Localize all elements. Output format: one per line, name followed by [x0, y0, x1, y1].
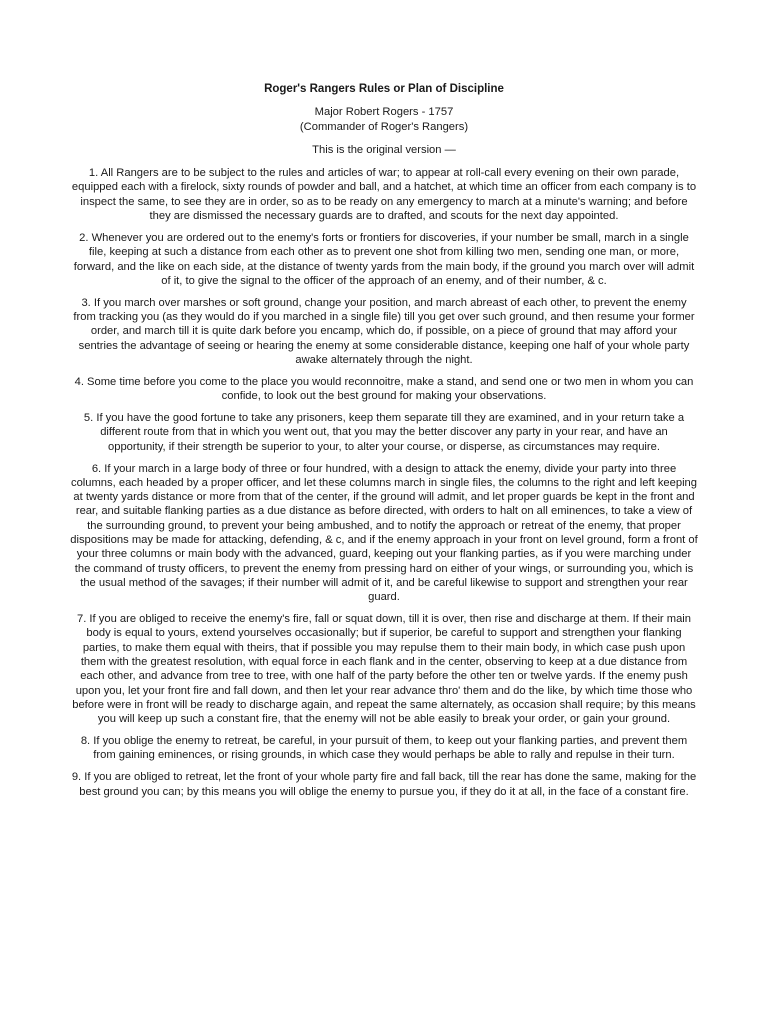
document-page [70, 82, 698, 806]
author-name: Major Robert Rogers - 1757 [314, 106, 454, 119]
rule-paragraph: 5. If you have the good fortune to take any prisoners, keep them separate till they are examined, and in your return take a different route from that in which you went out, that you may the better discover any party in your rear, and have an opportunity, if their strength be superior to your, to alter your course, or disperse, as circumstances may require. [83, 412, 685, 453]
version-note: This is the original version — [312, 143, 456, 156]
rule-paragraph: 8. If you oblige the enemy to retreat, be careful, in your pursuit of them, to keep out your flanking parties, and prevent them from gaining eminences, or rising grounds, in which case they would perhaps be able to rally and repulse in their turn. [80, 735, 688, 762]
rule-paragraph: 9. If you are obliged to retreat, let the front of your whole party fire and fall back, till the rear has done the same, making for the best ground you can; by this means you will oblige the enemy to pursue you, if they do it at all, in the face of a constant fire. [71, 771, 697, 798]
author-block [70, 105, 698, 134]
rule-paragraph: 2. Whenever you are ordered out to the enemy's forts or frontiers for discoveries, if your number be small, march in a single file, keeping at such a distance from each other as to prevent one shot from killing two men, sending one man, or more, forward, and the like on each side, at the distance of twenty yards from the main body, if the ground you march over will admit of it, to give the signal to the officer of the approach of an enemy, and of their number, & c. [73, 231, 695, 287]
rule-paragraph: 1. All Rangers are to be subject to the rules and articles of war; to appear at roll-call every evening on their own parade, equipped each with a firelock, sixty rounds of powder and ball, and a hatchet, at which time an officer from each company is to inspect the same, to see they are in order, so as to be ready on any emergency to march at a minute's warning; and before they are dismissed the necessary guards are to drafted, and scouts for the next day appointed. [71, 167, 697, 223]
rule-paragraph: 3. If you march over marshes or soft ground, change your position, and march abreast of each other, to prevent the enemy from tracking you (as they would do if you marched in a single file) till you get over such ground, and then resume your former order, and march till it is quite dark before you encamp, which do, if possible, on a piece of ground that may afford your sentries the advantage of seeing or hearing the enemy at some considerable distance, keeping one half of your whole party awake alternately through the night. [73, 296, 695, 366]
rule-paragraph: 4. Some time before you come to the place you would reconnoitre, make a stand, and send one or two men in whom you can confide, to look out the best ground for making your observations. [74, 375, 694, 403]
rule-paragraph: 6. If your march in a large body of three or four hundred, with a design to attack the enemy, divide your party into three columns, each headed by a proper officer, and let these columns march in single files, the columns to the right and left keeping at twenty yards distance or more from that of the center, if the ground will admit, and let proper guards be kept in the front and rear, and suitable flanking parties as a due distance as before directed, with orders to halt on all eminences, to take a view of the surrounding ground, to prevent your being ambushed, and to notify the approach or retreat of the enemy, that proper dispositions may be made for attacking, defending, & c, and if the enemy approach in your front on level ground, form a front of your three columns or main body with the advanced, guard, keeping out your flanking parties, as if you were marching under the command of trusty officers, to prevent the enemy from pressing hard on either of your wings, or surrounding you, which is the usual method of the savages; if their number will admit of it, and be careful likewise to support and strengthen your rear guard. [70, 462, 698, 604]
author-role: (Commander of Roger's Rangers) [299, 120, 469, 133]
rule-paragraph: 7. If you are obliged to receive the enemy's fire, fall or squat down, till it is over, then rise and discharge at them. If their main body is equal to yours, extend yourselves occasionally; but if superior, be careful to support and strengthen your flanking parties, to make them equal with theirs, that if possible you may repulse them to their main body, in which case push upon them with the greatest resolution, with equal force in each flank and in the center, observing to keep at a due distance from each other, and advance from tree to tree, with one half of the party before the other ten or twelve yards. If the enemy push upon you, let your front fire and fall down, and then let your rear advance thro' them and do the like, by which time those who before were in front will be ready to discharge again, and repeat the same alternately, as occasion shall require; by this means you will keep up such a constant fire, that the enemy will not be able easily to break your order, or gain your ground. [72, 613, 696, 726]
document-title: Roger's Rangers Rules or Plan of Discipline [264, 83, 504, 95]
